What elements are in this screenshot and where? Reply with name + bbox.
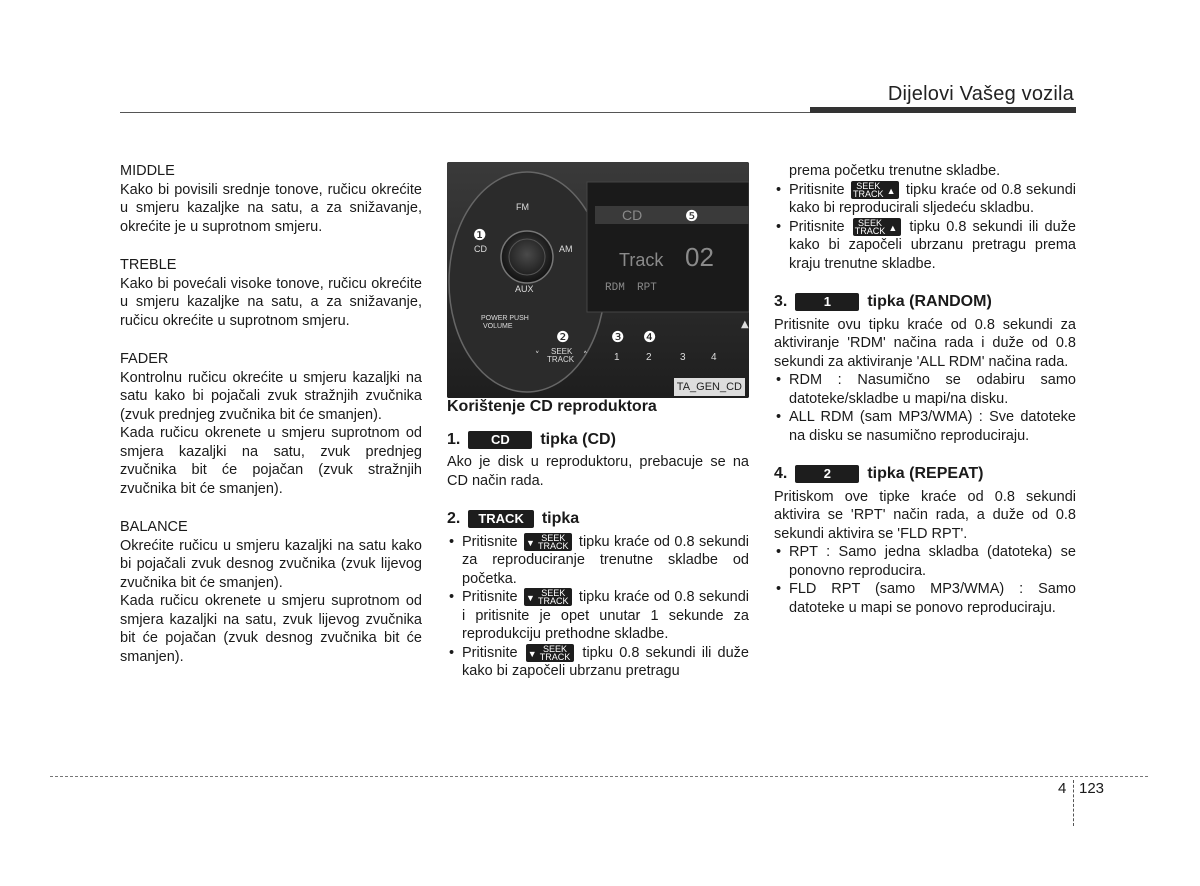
key-track-text: TRACK	[537, 540, 569, 551]
key-seek-text: SEEK	[858, 217, 883, 228]
page-header-title: Dijelovi Vašeg vozila	[887, 83, 1074, 105]
power-label: POWER PUSH	[481, 315, 529, 322]
random-bullets	[774, 371, 1076, 445]
list-item	[774, 181, 1076, 218]
repeat-section-text: Pritiskom ove tipke kraće od 0.8 sekundi aktivira se 'RPT' način rada, a duže od 0.8 sekundi aktivira se 'FLD RPT'.	[774, 488, 1076, 542]
preset-4: 4	[711, 352, 717, 363]
key-track-text: TRACK	[853, 188, 884, 199]
repeat-section-heading	[774, 465, 1076, 484]
cd-player-illustration	[447, 162, 749, 398]
key-track-text: TRACK	[854, 225, 886, 236]
cd-player-figure	[447, 162, 749, 398]
marker-1: ❶	[473, 226, 487, 244]
balance-text-1: Okrećite ručicu u smjeru kazaljki na satu kako bi pojačali zvuk desnog zvučnika (zvuk lijevog zvučnika bit će smanjen).	[120, 537, 422, 591]
track-label: TRACK	[547, 355, 575, 364]
track-section-heading	[447, 510, 749, 529]
track-section-number: 2.	[447, 510, 461, 527]
seek-down-icon: ˅	[535, 351, 540, 361]
bullet-text: tipku kraće od 0.8 sekundi za reproduciranje trenutne skladbe od početka.	[462, 533, 749, 587]
repeat-key-badge: 2	[795, 465, 859, 483]
balance-text-2: Kada ručicu okrenete u smjeru suprotnom od smjera kazaljki na satu, zvuk lijevog zvučnika bit će pojačan (zvuk desnog zvučnika bit će smanjen).	[120, 593, 422, 665]
track-section-label: tipka	[541, 510, 580, 527]
seek-up-key-icon: SEEK TRACK ▲	[851, 181, 899, 199]
fm-label: FM	[516, 202, 529, 212]
fader-text-2: Kada ručicu okrenete u smjeru suprotnom od smjera kazaljki na satu, zvuk prednjeg zvučnika bit će pojačan (zvuk stražnjih zvučnika bit će smanjen).	[120, 425, 422, 497]
display-cd-text: CD	[622, 207, 643, 223]
chapter-number: 4	[1058, 780, 1067, 797]
press-text: Pritisnite	[462, 644, 518, 661]
key-track-text: TRACK	[539, 651, 571, 662]
bullet-text: tipku 0.8 sekundi ili duže kako bi započeli ubrzanu pretragu prema kraju trenutne skladbe.	[789, 218, 1077, 272]
cd-section-heading	[447, 431, 749, 450]
bullet-text: tipku kraće od 0.8 sekundi i pritisnite je opet unutar 1 sekunde za reprodukciju prethodne skladbe.	[462, 589, 749, 642]
volume-label: VOLUME	[483, 323, 513, 330]
seek-up-bullets	[774, 181, 1076, 274]
seek-down-key-icon: ▼ SEEK TRACK	[524, 588, 572, 606]
random-section-label: tipka (RANDOM)	[867, 293, 992, 310]
page-number: 123	[1079, 780, 1105, 797]
random-section-heading	[774, 293, 1076, 312]
cd-key-badge: CD	[468, 431, 532, 449]
list-item	[774, 218, 1076, 274]
track-bullets	[447, 533, 749, 681]
marker-3: ❸	[611, 328, 625, 346]
display-rpt: RPT	[637, 282, 657, 294]
aux-label: AUX	[515, 284, 534, 294]
list-item	[447, 588, 749, 644]
key-track-text: TRACK	[537, 596, 569, 606]
key-seek-text: SEEK	[541, 588, 566, 598]
seek-down-key-icon: ▼ SEEK TRACK	[526, 644, 574, 662]
footer-rule	[50, 776, 1148, 777]
right-column	[774, 162, 1076, 617]
figure-caption: TA_GEN_CD	[674, 378, 745, 397]
random-key-badge: 1	[795, 293, 859, 311]
preset-1: 1	[614, 352, 620, 363]
middle-text: Kako bi povisili srednje tonove, ručicu okrećite u smjeru kazaljke na satu, a za snižavanje, okrećite je u suprotnom smjeru.	[120, 181, 422, 235]
cd-section-text: Ako je disk u reproduktoru, prebacuje se na CD način rada.	[447, 454, 749, 489]
footer-divider	[1073, 780, 1074, 826]
fader-title: FADER	[120, 351, 169, 367]
header-bar	[810, 107, 1076, 113]
marker-2: ❷	[556, 328, 570, 346]
press-text: Pritisnite	[462, 589, 518, 605]
fader-text-1: Kontrolnu ručicu okrećite u smjeru kazaljki na satu kako bi pojačali zvuk stražnjih zvučnika (zvuk prednjeg zvučnika bit će smanjen).	[120, 369, 422, 423]
random-section-number: 3.	[774, 293, 788, 310]
am-label: AM	[559, 244, 573, 254]
random-section-text: Pritisnite ovu tipku kraće od 0.8 sekundi za aktiviranje 'RDM' načina rada i duže od 0.8 sekundi za aktiviranje 'ALL RDM' načina rada.	[774, 316, 1076, 370]
list-item: • RDM : Nasumično se odabiru samo datoteke/skladbe u mapi/na disku.	[774, 371, 1076, 408]
list-item	[447, 533, 749, 589]
header-rule	[120, 112, 810, 113]
preset-2: 2	[646, 352, 652, 363]
preset-3: 3	[680, 352, 686, 363]
press-text: Pritisnite	[789, 181, 845, 198]
section-title: Korištenje CD reproduktora	[447, 398, 657, 415]
press-text: Pritisnite	[789, 218, 845, 235]
list-item: • RPT : Samo jedna skladba (datoteka) se ponovno reproducira.	[774, 543, 1076, 580]
marker-5: ❺	[685, 207, 699, 225]
seek-label: SEEK	[551, 347, 573, 356]
display-track-text: Track	[619, 250, 664, 270]
treble-text: Kako bi povećali visoke tonove, ručicu okrećite u smjeru kazaljke na satu, a za snižavanje, ručicu okrećite u suprotnom smjeru.	[120, 275, 422, 329]
key-seek-text: SEEK	[541, 532, 566, 543]
repeat-section-label: tipka (REPEAT)	[867, 465, 984, 482]
continued-text: prema početku trenutne skladbe.	[789, 163, 1001, 179]
press-text: Pritisnite	[462, 533, 518, 550]
seek-up-icon: ˄	[583, 351, 588, 361]
cd-label: CD	[474, 244, 487, 254]
track-key-badge: TRACK	[468, 510, 534, 528]
left-column	[120, 162, 422, 666]
list-item	[447, 644, 749, 681]
list-item: • FLD RPT (samo MP3/WMA) : Samo datoteke u mapi se ponovo reproduciraju.	[774, 580, 1076, 617]
list-item: • ALL RDM (sam MP3/WMA) : Sve datoteke na disku se nasumično reproduciraju.	[774, 408, 1076, 445]
display-track-number: 02	[685, 242, 714, 272]
key-seek-text: SEEK	[856, 180, 881, 191]
eject-icon: ▲	[741, 319, 749, 330]
repeat-bullets	[774, 543, 1076, 617]
repeat-section-number: 4.	[774, 465, 788, 482]
cd-section-number: 1.	[447, 430, 461, 448]
balance-title: BALANCE	[120, 519, 188, 535]
middle-title: MIDDLE	[120, 163, 175, 179]
treble-title: TREBLE	[120, 257, 177, 273]
middle-column	[447, 162, 749, 681]
key-seek-text: SEEK	[542, 643, 567, 654]
display-rdm: RDM	[605, 282, 625, 294]
bullet-text: tipku 0.8 sekundi ili duže kako bi započeli ubrzanu pretragu	[462, 644, 750, 679]
marker-4: ❹	[643, 328, 657, 346]
cd-section-label: tipka (CD)	[540, 430, 616, 448]
seek-up-key-icon: SEEK TRACK ▲	[853, 218, 901, 236]
seek-down-key-icon: ▼ SEEK TRACK	[524, 533, 572, 551]
bullet-text: tipku kraće od 0.8 sekundi kako bi reproducirali sljedeću skladbu.	[789, 181, 1076, 216]
